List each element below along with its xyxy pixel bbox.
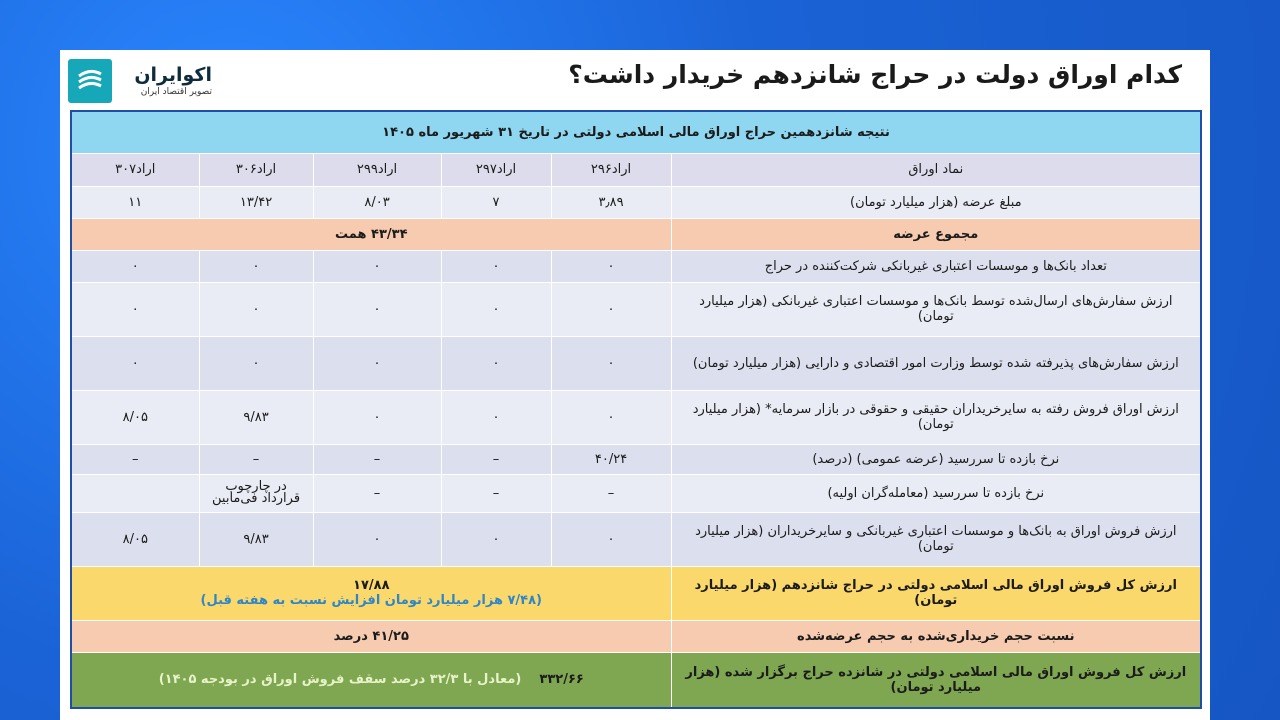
value-cell: ۹/۸۳	[199, 512, 313, 566]
logo-tagline: تصویر اقتصاد ایران	[140, 87, 212, 97]
value-cell: ۷	[441, 186, 551, 218]
ratio-value: ۴۱/۲۵ درصد	[71, 620, 671, 652]
value-cell: ۰	[441, 512, 551, 566]
row-label: ارزش فروش اوراق به بانک‌ها و موسسات اعتباری غیربانکی و سایرخریداران (هزار میلیارد تومان)	[671, 512, 1201, 566]
value-cell: ۰	[71, 336, 199, 390]
value-cell: –	[551, 474, 671, 512]
value-cell: ۰	[71, 250, 199, 282]
table-row	[71, 282, 1201, 336]
row-label: نرخ بازده تا سررسید (معامله‌گران اولیه)	[671, 474, 1201, 512]
table-row	[71, 336, 1201, 390]
cumulative-value: ۳۳۲/۶۶	[539, 672, 584, 688]
table-row	[71, 250, 1201, 282]
value-cell: ۰	[441, 282, 551, 336]
value-cell: –	[441, 444, 551, 474]
symbol-label: نماد اوراق	[671, 153, 1201, 186]
symbol-cell: اراد۳۰۶	[199, 153, 313, 186]
value-cell: –	[313, 474, 441, 512]
infographic-card	[60, 50, 1210, 720]
value-cell: –	[71, 444, 199, 474]
value-cell: ۳٫۸۹	[551, 186, 671, 218]
value-cell: ۰	[441, 250, 551, 282]
value-cell: ۰	[551, 336, 671, 390]
table-row	[71, 474, 1201, 512]
value-cell: –	[199, 444, 313, 474]
row-label: تعداد بانک‌ها و موسسات اعتباری غیربانکی شرکت‌کننده در حراج	[671, 250, 1201, 282]
value-cell	[71, 474, 199, 512]
value-cell: ۰	[551, 390, 671, 444]
row-label: ارزش سفارش‌های ارسال‌شده توسط بانک‌ها و موسسات اعتباری غیربانکی (هزار میلیارد تومان)	[671, 282, 1201, 336]
value-cell: ۰	[199, 250, 313, 282]
value-cell: ۰	[551, 250, 671, 282]
table-title: نتیجه شانزدهمین حراج اوراق مالی اسلامی دولتی در تاریخ ۳۱ شهریور ماه ۱۴۰۵	[71, 111, 1201, 153]
value-cell: ۸/۰۵	[71, 390, 199, 444]
value-cell: ۰	[199, 336, 313, 390]
symbols-row	[71, 153, 1201, 186]
total-sales-row	[71, 566, 1201, 620]
auction-results-table	[70, 110, 1202, 709]
total-sales-cell	[71, 566, 671, 620]
value-cell: ۴۰/۲۴	[551, 444, 671, 474]
value-cell: ۰	[313, 282, 441, 336]
value-cell: ۸/۰۵	[71, 512, 199, 566]
table-row	[71, 186, 1201, 218]
logo	[68, 58, 216, 104]
total-sales-note: (۷/۴۸ هزار میلیارد تومان افزایش نسبت به هفته قبل)	[200, 593, 542, 608]
value-cell: در چارچوب قرارداد فی‌مابین	[199, 474, 313, 512]
cumulative-cell	[71, 652, 671, 708]
total-sales-value: ۱۷/۸۸	[353, 578, 390, 593]
value-cell: ۰	[441, 390, 551, 444]
row-label: ارزش اوراق فروش رفته به سایرخریداران حقیقی و حقوقی در بازار سرمایه* (هزار میلیارد تومان)	[671, 390, 1201, 444]
row-label: ارزش سفارش‌های پذیرفته شده توسط وزارت امور اقتصادی و دارایی (هزار میلیارد تومان)	[671, 336, 1201, 390]
header	[60, 50, 1210, 110]
row-label: مبلغ عرضه (هزار میلیارد تومان)	[671, 186, 1201, 218]
value-cell: ۰	[199, 282, 313, 336]
cumulative-note: (معادل با ۳۲/۳ درصد سقف فروش اوراق در بودجه ۱۴۰۵)	[158, 672, 522, 688]
table-row	[71, 444, 1201, 474]
value-cell: ۰	[313, 336, 441, 390]
logo-name: اکوایران	[134, 64, 212, 86]
value-cell: ۰	[313, 250, 441, 282]
value-cell: –	[313, 444, 441, 474]
symbol-cell: اراد۲۹۹	[313, 153, 441, 186]
symbol-cell: اراد۳۰۷	[71, 153, 199, 186]
total-offer-label: مجموع عرضه	[671, 218, 1201, 250]
value-cell: ۰	[71, 282, 199, 336]
ratio-row	[71, 620, 1201, 652]
value-cell: –	[441, 474, 551, 512]
value-cell: ۸/۰۳	[313, 186, 441, 218]
symbol-cell: اراد۲۹۶	[551, 153, 671, 186]
value-cell: ۰	[441, 336, 551, 390]
row-label: نرخ بازده تا سررسید (عرضه عمومی) (درصد)	[671, 444, 1201, 474]
symbol-cell: اراد۲۹۷	[441, 153, 551, 186]
table-row	[71, 512, 1201, 566]
total-offer-value: ۴۳/۳۴ همت	[71, 218, 671, 250]
total-offer-row	[71, 218, 1201, 250]
value-cell: ۰	[551, 512, 671, 566]
value-cell: ۰	[551, 282, 671, 336]
logo-mark-icon	[68, 59, 112, 103]
table-row	[71, 390, 1201, 444]
value-cell: ۱۱	[71, 186, 199, 218]
total-sales-label: ارزش کل فروش اوراق مالی اسلامی دولتی در حراج شانزدهم (هزار میلیارد تومان)	[671, 566, 1201, 620]
page-title: کدام اوراق دولت در حراج شانزدهم خریدار داشت؟	[568, 60, 1182, 89]
ratio-label: نسبت حجم خریداری‌شده به حجم عرضه‌شده	[671, 620, 1201, 652]
cumulative-label: ارزش کل فروش اوراق مالی اسلامی دولتی در شانزده حراج برگزار شده (هزار میلیارد تومان)	[671, 652, 1201, 708]
value-cell: ۹/۸۳	[199, 390, 313, 444]
table-title-row	[71, 111, 1201, 153]
value-cell: ۰	[313, 390, 441, 444]
value-cell: ۰	[313, 512, 441, 566]
value-cell: ۱۳/۴۲	[199, 186, 313, 218]
cumulative-row	[71, 652, 1201, 708]
